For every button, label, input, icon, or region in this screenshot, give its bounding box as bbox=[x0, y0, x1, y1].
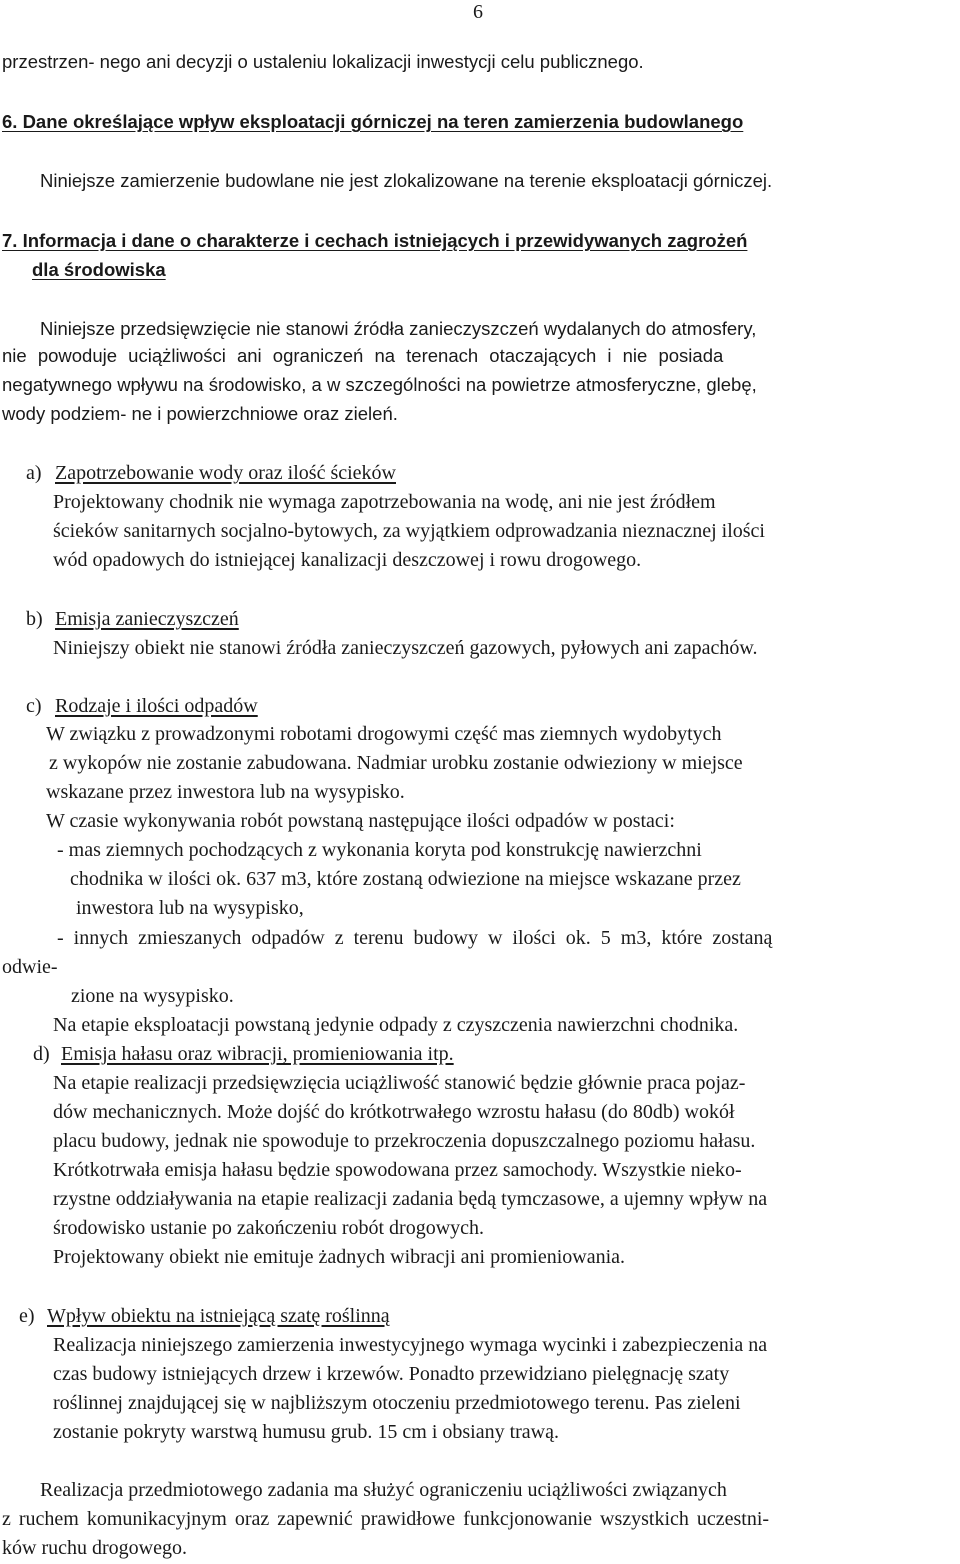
subsection-c-line: - mas ziemnych pochodzących z wykonania koryta pod konstrukcję nawierzchni bbox=[57, 839, 702, 861]
section-7-para-line: Niniejsze przedsięwzięcie nie stanowi źródła zanieczyszczeń wydalanych do atmosfery, bbox=[40, 318, 757, 339]
intro-line: przestrzen- nego ani decyzji o ustaleniu lokalizacji inwestycji celu publicznego. bbox=[2, 51, 644, 72]
section-7-para-line: nie powoduje uciążliwości ani ograniczeń na terenach otaczających i nie posiada bbox=[2, 345, 724, 366]
subsection-d-line: dów mechanicznych. Może dojść do krótkotrwałego wzrostu hałasu (do 80db) wokół bbox=[53, 1101, 735, 1123]
subsection-e-line: roślinnej znajdującej się w najbliższym otoczeniu przedmiotowego terenu. Pas zieleni bbox=[53, 1392, 741, 1414]
subsection-c-line: zione na wysypisko. bbox=[71, 985, 234, 1007]
section-7-para-line: negatywnego wpływu na środowisko, a w szczególności na powietrze atmosferyczne, glebę, bbox=[2, 374, 757, 395]
subsection-e-line: zostanie pokryty warstwą humusu grub. 15 cm i obsiany trawą. bbox=[53, 1421, 560, 1443]
subsection-a-title: Zapotrzebowanie wody oraz ilość ścieków bbox=[55, 462, 396, 484]
subsection-d-line: Projektowany obiekt nie emituje żadnych wibracji ani promieniowania. bbox=[53, 1246, 626, 1268]
subsection-c-line: Na etapie eksploatacji powstaną jedynie odpady z czyszczenia nawierzchni chodnika. bbox=[53, 1014, 739, 1036]
subsection-d-title: Emisja hałasu oraz wibracji, promieniowania itp. bbox=[61, 1043, 454, 1065]
subsection-a-line: Projektowany chodnik nie wymaga zapotrzebowania na wodę, ani nie jest źródłem bbox=[53, 491, 716, 513]
subsection-c-line: wskazane przez inwestora lub na wysypisko. bbox=[46, 781, 405, 803]
subsection-a-line: ścieków sanitarnych socjalno-bytowych, za wyjątkiem odprowadzania nieznacznej ilości bbox=[53, 520, 765, 542]
subsection-d-line: środowisko ustanie po zakończeniu robót drogowych. bbox=[53, 1217, 485, 1239]
subsection-c-title: Rodzaje i ilości odpadów bbox=[55, 695, 258, 717]
closing-line: Realizacja przedmiotowego zadania ma służyć ograniczeniu uciążliwości związanych bbox=[40, 1479, 727, 1501]
subsection-a-line: wód opadowych do istniejącej kanalizacji deszczowej i rowu drogowego. bbox=[53, 549, 642, 571]
subsection-b-title: Emisja zanieczyszczeń bbox=[55, 608, 239, 630]
subsection-c-line: chodnika w ilości ok. 637 m3, które zostaną odwiezione na miejsce wskazane przez bbox=[70, 868, 741, 890]
subsection-b-label: b) bbox=[26, 608, 43, 630]
subsection-c-line: z wykopów nie zostanie zabudowana. Nadmiar urobku zostanie odwieziony w miejsce bbox=[49, 752, 743, 774]
subsection-d-line: Krótkotrwała emisja hałasu będzie spowodowana przez samochody. Wszystkie nieko- bbox=[53, 1159, 742, 1181]
subsection-d-label: d) bbox=[33, 1043, 50, 1065]
section-6-heading: 6. Dane określające wpływ eksploatacji górniczej na teren zamierzenia budowlanego bbox=[2, 111, 744, 132]
closing-line: z ruchem komunikacyjnym oraz zapewnić prawidłowe funkcjonowanie wszystkich uczestni- bbox=[2, 1508, 770, 1530]
subsection-a-label: a) bbox=[26, 462, 42, 484]
subsection-d-line: Na etapie realizacji przedsięwzięcia uciążliwość stanowić będzie głównie praca pojaz- bbox=[53, 1072, 746, 1094]
subsection-e-title: Wpływ obiektu na istniejącą szatę roślinną bbox=[47, 1305, 390, 1327]
subsection-c-line: W czasie wykonywania robót powstaną następujące ilości odpadów w postaci: bbox=[46, 810, 675, 832]
section-7-heading-line-1: 7. Informacja i dane o charakterze i cechach istniejących i przewidywanych zagrożeń bbox=[2, 230, 748, 251]
subsection-e-label: e) bbox=[19, 1305, 35, 1327]
subsection-e-line: czas budowy istniejących drzew i krzewów. Ponadto przewidziano pielęgnację szaty bbox=[53, 1363, 730, 1385]
subsection-c-line: inwestora lub na wysypisko, bbox=[76, 897, 304, 919]
subsection-d-line: placu budowy, jednak nie spowoduje to przekroczenia dopuszczalnego poziomu hałasu. bbox=[53, 1130, 756, 1152]
section-6-text: Niniejsze zamierzenie budowlane nie jest zlokalizowane na terenie eksploatacji górniczej. bbox=[40, 170, 773, 191]
page-number: 6 bbox=[473, 1, 483, 23]
subsection-b-line: Niniejszy obiekt nie stanowi źródła zanieczyszczeń gazowych, pyłowych ani zapachów. bbox=[53, 637, 758, 659]
subsection-e-line: Realizacja niniejszego zamierzenia inwestycyjnego wymaga wycinki i zabezpieczenia na bbox=[53, 1334, 768, 1356]
subsection-c-line: odwie- bbox=[2, 956, 58, 978]
section-7-heading-line-2: dla środowiska bbox=[32, 259, 166, 280]
subsection-c-line: - innych zmieszanych odpadów z terenu budowy w ilości ok. 5 m3, które zostaną bbox=[57, 927, 773, 949]
subsection-c-label: c) bbox=[26, 695, 42, 717]
section-7-para-line: wody podziem- ne i powierzchniowe oraz zieleń. bbox=[2, 403, 398, 424]
closing-line: ków ruchu drogowego. bbox=[2, 1537, 187, 1559]
subsection-c-line: W związku z prowadzonymi robotami drogowymi część mas ziemnych wydobytych bbox=[46, 723, 722, 745]
subsection-d-line: rzystne oddziaływania na etapie realizacji zadania będą tymczasowe, a ujemny wpływ na bbox=[53, 1188, 768, 1210]
